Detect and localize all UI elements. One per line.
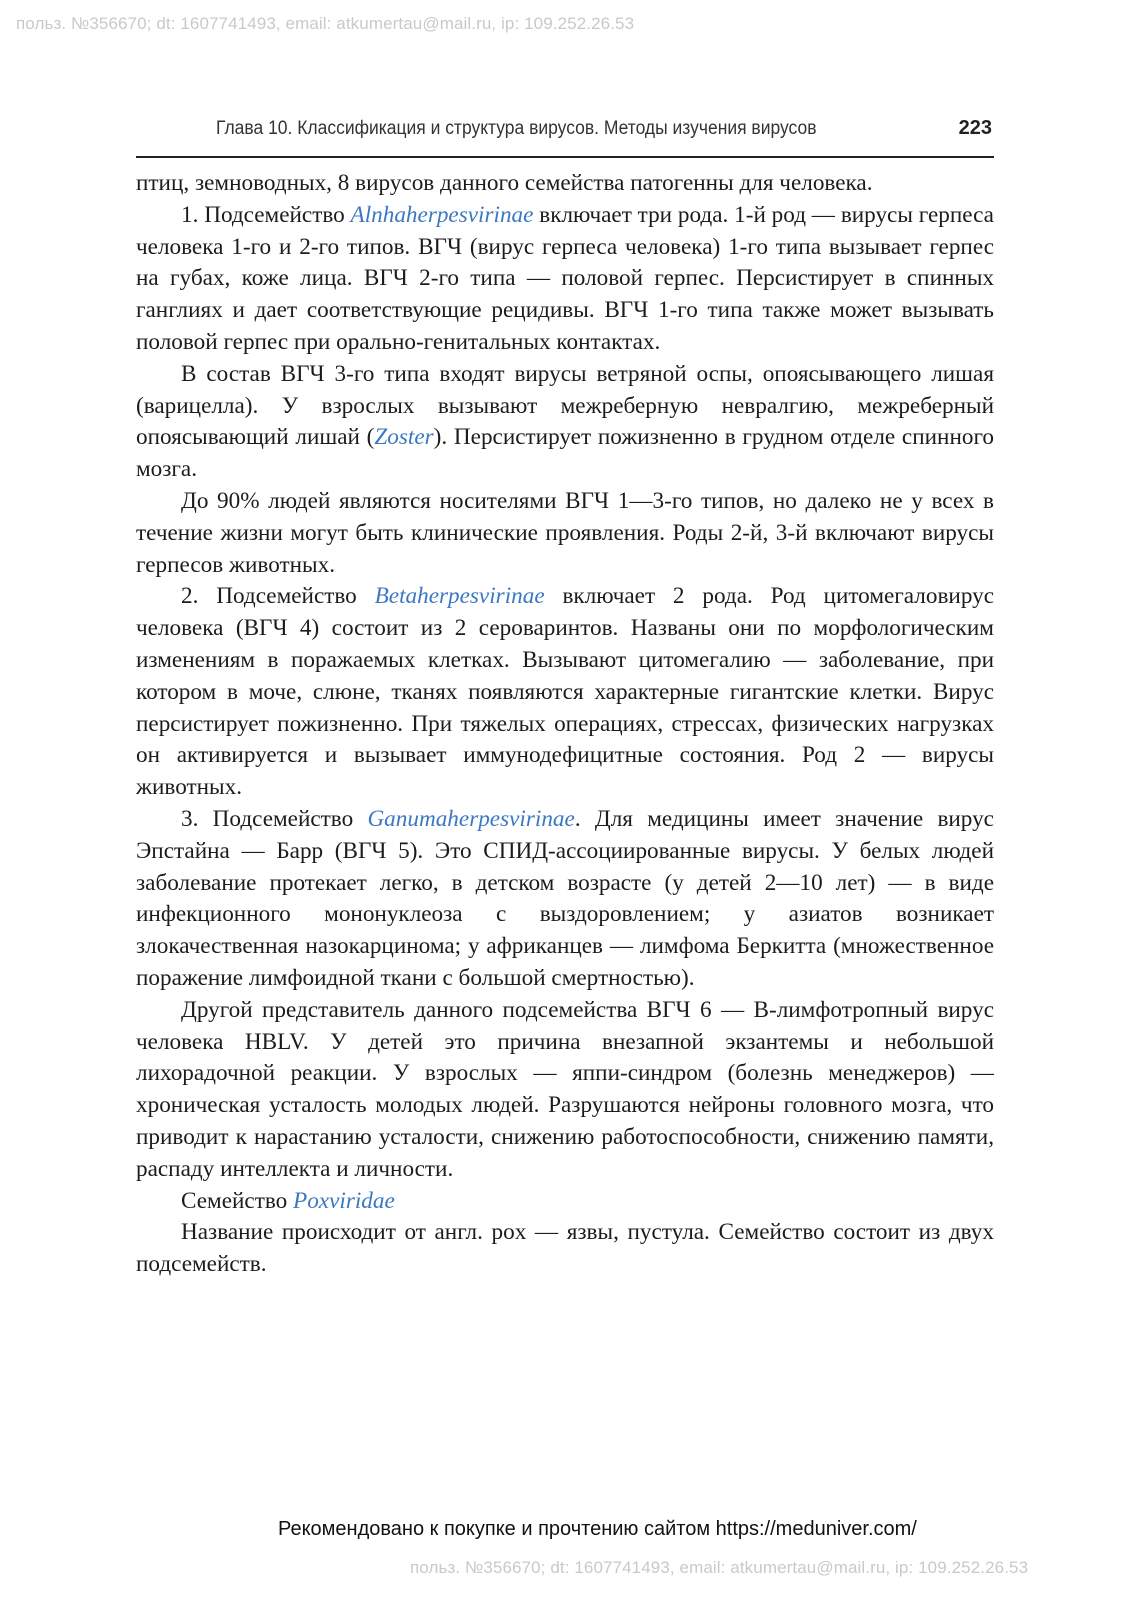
paragraph-2-post: включает три рода. 1-й род — вирусы герпеса человека 1-го и 2-го типов. ВГЧ (вирус герпеса человека) 1-го типа вызывает герпес на губах, коже лица. ВГЧ 2-го типа — половой герпес. Персистирует в спинных ганглиях и дает соответствующие рецидивы. ВГЧ 1-го типа также может вызывать половой герпес при орально-генитальных контактах.: [136, 201, 994, 355]
paragraph-3: [136, 359, 994, 486]
latin-term-gammaherpesvirinae: Ganumaherpesvirinae: [367, 805, 575, 832]
running-header: [136, 118, 994, 158]
paragraph-6-pre: 3. Подсемейство: [181, 805, 368, 832]
watermark-top: польз. №356670; dt: 1607741493, email: atkumertau@mail.ru, ip: 109.252.26.53: [16, 14, 635, 33]
latin-term-alphaherpesvirinae: Alnhaherpesvirinae: [350, 201, 534, 228]
paragraph-5: [136, 581, 994, 804]
paragraph-7: Другой представитель данного подсемейства ВГЧ 6 — В-лимфотропный вирус человека HBLV. У детей это причина внезапной экзантемы и небольшой лихорадочной реакции. У взрослых — яппи-синдром (болезнь менеджеров) — хроническая усталость молодых людей. Разрушаются нейроны головного мозга, что приводит к нарастанию усталости, снижению работоспособности, снижению памяти, распаду интеллекта и личности.: [136, 996, 994, 1182]
running-title: Глава 10. Классификация и структура вирусов. Методы изучения вирусов: [216, 118, 817, 139]
footer-recommendation: Рекомендовано к покупке и прочтению сайтом https://meduniver.com/: [278, 1518, 917, 1540]
paragraph-2-pre: 1. Подсемейство: [181, 201, 351, 228]
paragraph-5-pre: 2. Подсемейство: [181, 583, 375, 610]
latin-term-poxviridae: Poxviridae: [293, 1187, 395, 1214]
paragraph-5-post: включает 2 рода. Род цитомегаловирус человека (ВГЧ 4) состоит из 2 сероваринтов. Названы они по морфологическим изменениям в поражаемых клетках. Вызывают цитомегалию — заболевание, при котором в моче, слюне, тканях появляются характерные гигантские клетки. Вирус персистирует пожизненно. При тяжелых операциях, стрессах, физических нагрузках он активируется и вызывает иммунодефицитные состояния. Род 2 — вирусы животных.: [136, 583, 994, 801]
page-number: 223: [958, 117, 992, 139]
paragraph-6: [136, 804, 994, 995]
paragraph-1: птиц, земноводных, 8 вирусов данного семейства патогенны для человека.: [136, 170, 873, 196]
body-text: [136, 168, 994, 1281]
paragraph-6-post: . Для медицины имеет значение вирус Эпстайна — Барр (ВГЧ 5). Это СПИД-ассоциированные вирусы. У белых людей заболевание протекает легко, в детском возрасте (у детей 2—10 лет) — в виде инфекционного мононуклеоза с выздоровлением; у азиатов возникает злокачественная назокарцинома; у африканцев — лимфома Беркитта (множественное поражение лимфоидной ткани с большой смертностью).: [136, 805, 994, 991]
watermark-bottom: польз. №356670; dt: 1607741493, email: atkumertau@mail.ru, ip: 109.252.26.53: [410, 1558, 1029, 1577]
section-heading-pre: Семейство: [181, 1187, 294, 1214]
paragraph-4: До 90% людей являются носителями ВГЧ 1—3-го типов, но далеко не у всех в течение жизни могут быть клинические проявления. Роды 2-й, 3-й включают вирусы герпесов животных.: [136, 487, 994, 578]
latin-term-zoster: Zoster: [374, 424, 434, 451]
paragraph-3-post: ). Персистирует пожизненно в грудном отделе спинного мозга.: [136, 424, 994, 483]
paragraph-3-pre: В состав ВГЧ 3-го типа входят вирусы ветряной оспы, опоясывающего лишая (варицелла). У взрослых вызывают межреберную невралгию, межреберный опоясывающий лишай (: [136, 360, 994, 451]
section-heading-poxviridae: [136, 1186, 994, 1218]
latin-term-betaherpesvirinae: Betaherpesvirinae: [374, 583, 545, 610]
paragraph-2: [136, 200, 994, 359]
paragraph-8: Название происходит от англ. pox — язвы, пустула. Семейство состоит из двух подсемейств.: [136, 1219, 994, 1278]
